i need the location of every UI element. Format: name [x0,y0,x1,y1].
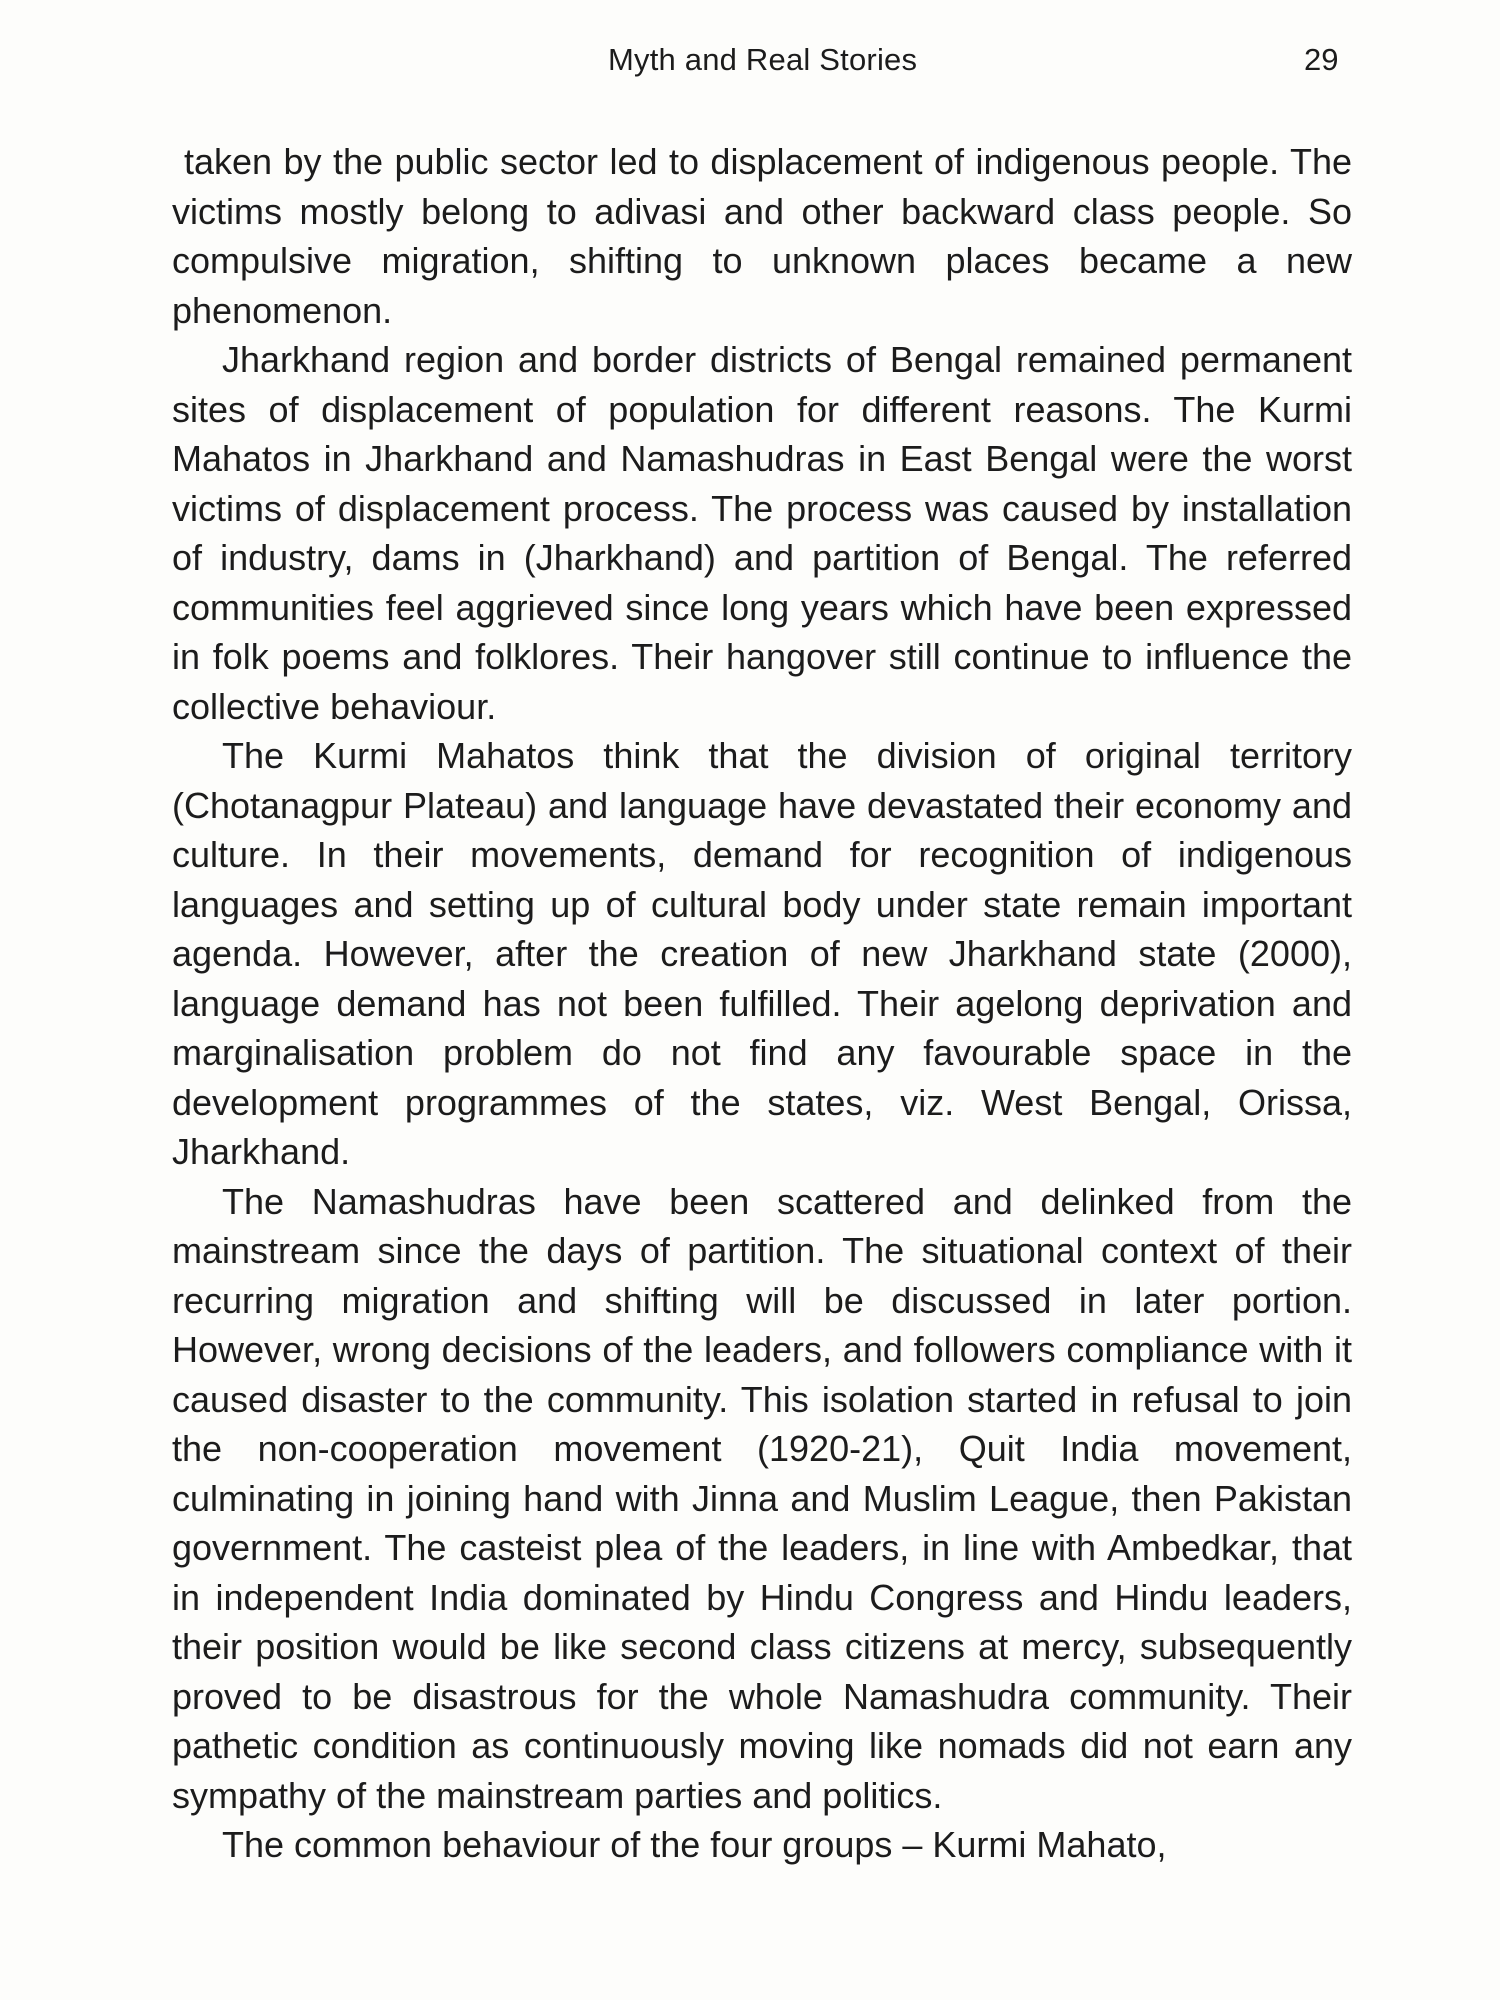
running-title: Myth and Real Stories [608,42,918,77]
page-header [0,38,1500,88]
body-text [172,137,1352,1870]
paragraph: The Kurmi Mahatos think that the division of original territory (Chotanagpur Plateau) and language have devastated their economy and culture. In their movements, demand for recognition of indigenous languages and setting up of cultural body under state remain important agenda. However, after the creation of new Jharkhand state (2000), language demand has not been fulfilled. Their agelong deprivation and marginalisation problem do not find any favourable space in the development programmes of the states, viz. West Bengal, Orissa, Jharkhand. [172,735,1352,1172]
paragraph: Jharkhand region and border districts of Bengal remained permanent sites of displacement of population for different reasons. The Kurmi Mahatos in Jharkhand and Namashudras in East Bengal were the worst victims of displacement process. The process was caused by installation of industry, dams in (Jharkhand) and partition of Bengal. The referred communities feel aggrieved since long years which have been expressed in folk poems and folklores. Their hangover still continue to influence the collective behaviour. [172,339,1352,727]
paragraph: taken by the public sector led to displacement of indigenous people. The victims mostly belong to adivasi and other backward class people. So compulsive migration, shifting to unknown places became a new phenomenon. [172,141,1352,331]
paragraph: The Namashudras have been scattered and delinked from the mainstream since the days of partition. The situational context of their recurring migration and shifting will be discussed in later portion. However, wrong decisions of the leaders, and followers compliance with it caused disaster to the community. This isolation started in refusal to join the non-cooperation movement (1920-21), Quit India movement, culminating in joining hand with Jinna and Muslim League, then Pakistan government. The casteist plea of the leaders, in line with Ambedkar, that in independent India dominated by Hindu Congress and Hindu leaders, their position would be like second class citizens at mercy, subsequently proved to be disastrous for the whole Namashudra community. Their pathetic condition as continuously moving like nomads did not earn any sympathy of the mainstream parties and politics. [172,1180,1352,1816]
paragraph: The common behaviour of the four groups – Kurmi Mahato, [222,1824,1167,1865]
page-number: 29 [1304,42,1339,77]
